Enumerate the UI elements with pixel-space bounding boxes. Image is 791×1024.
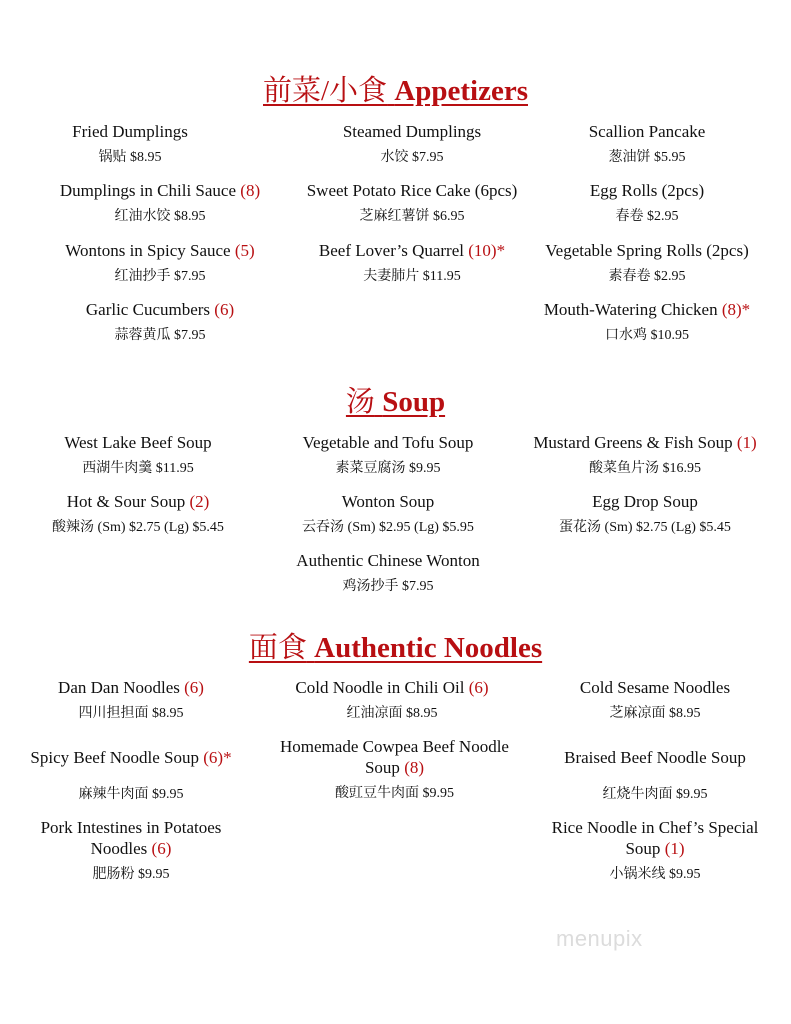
item-name: Vegetable Spring Rolls (2pcs) <box>545 241 749 260</box>
item-name: Garlic Cucumbers (6) <box>85 300 235 319</box>
spice-level: (8) <box>404 758 425 777</box>
item-price: 红油凉面 $8.95 <box>346 706 438 721</box>
menu-item-egg-rolls <box>522 180 772 226</box>
item-name: Wontons in Spicy Sauce (5) <box>65 241 255 260</box>
item-price: 素春卷 $2.95 <box>608 269 686 284</box>
item-price: 红油水饺 $8.95 <box>114 209 206 224</box>
spice-level: (1) <box>736 433 757 452</box>
item-price: 蛋花汤 (Sm) $2.75 (Lg) $5.45 <box>559 520 731 535</box>
item-price: 西湖牛肉羹 $11.95 <box>82 461 194 476</box>
noodles-heading-en: Authentic Noodles <box>314 632 543 664</box>
menu-item-dumplings-chili-sauce <box>30 180 290 226</box>
menu-item-pork-intestines-noodles <box>21 817 241 884</box>
item-price: 芝麻凉面 $8.95 <box>609 706 701 721</box>
spice-level: (6) <box>468 678 489 697</box>
appetizers-heading-en: Appetizers <box>394 75 528 107</box>
menu-item-rice-noodle-chefs-soup <box>535 817 775 884</box>
spice-level: (5) <box>234 241 255 260</box>
item-price: 小锅米线 $9.95 <box>609 867 701 882</box>
menu-item-hot-sour-soup <box>18 491 258 537</box>
item-name: Steamed Dumplings <box>342 122 482 141</box>
menu-item-braised-beef-noodle-soup <box>530 747 780 804</box>
menu-item-egg-drop-soup <box>520 491 770 537</box>
item-name: Spicy Beef Noodle Soup (6)* <box>30 748 232 767</box>
noodles-heading <box>0 631 791 665</box>
noodles-heading-zh: 面食 <box>248 632 307 664</box>
item-price: 芝麻红薯饼 $6.95 <box>359 209 465 224</box>
item-price: 鸡汤抄手 $7.95 <box>342 579 434 594</box>
item-price: 春卷 $2.95 <box>615 209 679 224</box>
menu-item-authentic-chinese-wonton <box>248 550 528 596</box>
spice-level: (1) <box>664 839 685 858</box>
soup-heading <box>0 385 791 419</box>
item-name: Rice Noodle in Chef’s Special Soup (1) <box>551 818 759 858</box>
spice-level: (6) <box>151 839 172 858</box>
menu-item-garlic-cucumbers <box>30 299 290 345</box>
item-name: Mouth-Watering Chicken (8)* <box>543 300 751 319</box>
item-name: Mustard Greens & Fish Soup (1) <box>533 433 757 452</box>
appetizers-heading <box>0 74 791 108</box>
item-price: 酸豇豆牛肉面 $9.95 <box>335 786 454 801</box>
menu-item-spicy-beef-noodle-soup <box>14 747 248 804</box>
item-name: Braised Beef Noodle Soup <box>564 748 746 767</box>
spice-level: (6)* <box>203 748 232 767</box>
spice-level: (8) <box>240 181 261 200</box>
item-name: Cold Noodle in Chili Oil (6) <box>295 678 489 697</box>
menu-item-beef-lovers-quarrel <box>262 240 562 286</box>
item-price: 酸辣汤 (Sm) $2.75 (Lg) $5.45 <box>52 520 224 535</box>
menu-item-sweet-potato-rice-cake <box>262 180 562 226</box>
item-name: West Lake Beef Soup <box>64 433 212 452</box>
item-price: 夫妻肺片 $11.95 <box>363 269 461 284</box>
spice-level: (2) <box>189 492 210 511</box>
item-price: 水饺 $7.95 <box>380 150 444 165</box>
item-price: 锅贴 $8.95 <box>98 150 162 165</box>
item-name: Beef Lover’s Quarrel (10)* <box>318 241 506 260</box>
menu-item-cold-noodle-chili-oil <box>262 677 522 723</box>
menupix-watermark: menupix <box>556 926 643 951</box>
menu-item-vegetable-spring-rolls <box>522 240 772 286</box>
menu-item-wontons-spicy-sauce <box>30 240 290 286</box>
menu-item-scallion-pancake <box>522 121 772 167</box>
item-name: Wonton Soup <box>341 492 435 511</box>
menu-item-cold-sesame-noodles <box>530 677 780 723</box>
appetizers-heading-zh: 前菜/小食 <box>263 75 388 107</box>
item-name: Fried Dumplings <box>72 122 188 141</box>
spice-level: (10)* <box>468 241 506 260</box>
item-name: Vegetable and Tofu Soup <box>302 433 474 452</box>
menu-item-mouth-watering-chicken <box>522 299 772 345</box>
item-name: Scallion Pancake <box>588 122 706 141</box>
item-name: Authentic Chinese Wonton <box>296 551 480 570</box>
item-price: 酸菜鱼片汤 $16.95 <box>589 461 701 476</box>
soup-heading-zh: 汤 <box>345 386 375 418</box>
item-price: 云吞汤 (Sm) $2.95 (Lg) $5.95 <box>302 520 474 535</box>
item-price: 四川担担面 $8.95 <box>78 706 184 721</box>
item-name: Homemade Cowpea Beef Noodle Soup (8) <box>280 737 509 777</box>
item-price: 肥肠粉 $9.95 <box>92 867 170 882</box>
item-price: 葱油饼 $5.95 <box>608 150 686 165</box>
soup-heading-en: Soup <box>382 386 446 418</box>
menu-item-cowpea-beef-noodle-soup <box>262 736 527 803</box>
item-name: Sweet Potato Rice Cake (6pcs) <box>306 181 518 200</box>
menu-item-fried-dumplings <box>30 121 230 167</box>
menu-item-dan-dan-noodles <box>21 677 241 723</box>
spice-level: (6) <box>184 678 204 697</box>
item-name: Hot & Sour Soup (2) <box>66 492 210 511</box>
item-name: Egg Drop Soup <box>592 492 698 511</box>
item-price: 口水鸡 $10.95 <box>605 328 689 343</box>
item-name: Dumplings in Chili Sauce (8) <box>59 181 261 200</box>
menu-item-west-lake-beef-soup <box>18 432 258 478</box>
item-name: Dan Dan Noodles (6) <box>58 678 204 697</box>
menu-item-vegetable-tofu-soup <box>248 432 528 478</box>
menu-item-wonton-soup <box>248 491 528 537</box>
item-price: 麻辣牛肉面 $9.95 <box>78 787 184 802</box>
menu-item-mustard-greens-fish-soup <box>520 432 770 478</box>
item-price: 红烧牛肉面 $9.95 <box>602 787 708 802</box>
item-price: 红油抄手 $7.95 <box>114 269 206 284</box>
item-name: Pork Intestines in Potatoes Noodles (6) <box>40 818 222 858</box>
item-name: Egg Rolls (2pcs) <box>589 181 705 200</box>
item-price: 素菜豆腐汤 $9.95 <box>335 461 441 476</box>
spice-level: (6) <box>214 300 235 319</box>
item-price: 蒜蓉黄瓜 $7.95 <box>114 328 206 343</box>
menu-item-steamed-dumplings <box>262 121 562 167</box>
spice-level: (8)* <box>721 300 751 319</box>
item-name: Cold Sesame Noodles <box>579 678 731 697</box>
